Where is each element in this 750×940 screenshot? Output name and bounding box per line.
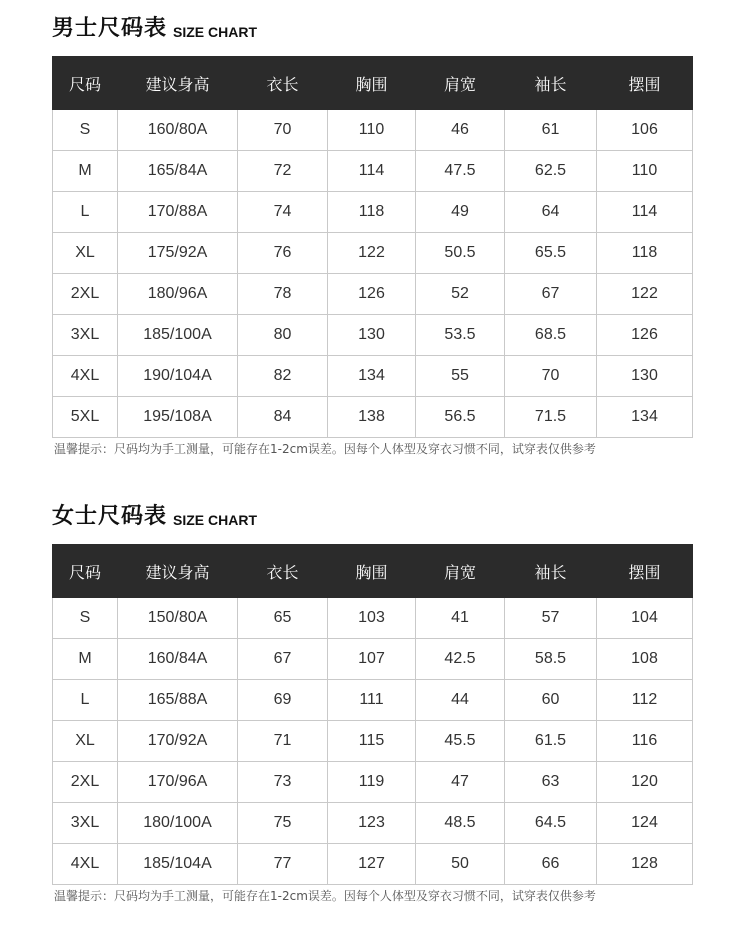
cell-size: L (53, 680, 118, 721)
cell-size: 4XL (53, 356, 118, 397)
cell-length: 77 (238, 844, 328, 885)
cell-length: 75 (238, 803, 328, 844)
women-title-cn: 女士尺码表 (52, 504, 168, 529)
cell-hem: 108 (597, 639, 693, 680)
cell-shoulder: 47 (416, 762, 505, 803)
cell-shoulder: 52 (416, 274, 505, 315)
cell-chest: 138 (328, 397, 416, 438)
cell-length: 72 (238, 151, 328, 192)
table-row (53, 803, 693, 844)
women-table-header (53, 545, 693, 598)
cell-hem: 106 (597, 110, 693, 151)
cell-height: 180/96A (118, 274, 238, 315)
cell-height: 170/88A (118, 192, 238, 233)
cell-chest: 115 (328, 721, 416, 762)
cell-length: 67 (238, 639, 328, 680)
header-hem: 摆围 (597, 545, 693, 598)
cell-hem: 126 (597, 315, 693, 356)
table-row (53, 680, 693, 721)
cell-shoulder: 46 (416, 110, 505, 151)
table-row (53, 762, 693, 803)
header-size: 尺码 (53, 57, 118, 110)
header-sleeve: 袖长 (505, 57, 597, 110)
women-title (52, 498, 257, 532)
cell-hem: 110 (597, 151, 693, 192)
men-table-header (53, 57, 693, 110)
cell-sleeve: 64.5 (505, 803, 597, 844)
cell-size: 3XL (53, 315, 118, 356)
cell-sleeve: 66 (505, 844, 597, 885)
cell-chest: 110 (328, 110, 416, 151)
cell-height: 185/100A (118, 315, 238, 356)
cell-length: 69 (238, 680, 328, 721)
cell-chest: 134 (328, 356, 416, 397)
cell-length: 74 (238, 192, 328, 233)
men-title-en: SIZE CHART (173, 24, 258, 40)
cell-height: 180/100A (118, 803, 238, 844)
cell-sleeve: 68.5 (505, 315, 597, 356)
women-title-en: SIZE CHART (173, 512, 258, 528)
cell-shoulder: 47.5 (416, 151, 505, 192)
header-chest: 胸围 (328, 545, 416, 598)
cell-shoulder: 45.5 (416, 721, 505, 762)
cell-height: 190/104A (118, 356, 238, 397)
header-length: 衣长 (238, 57, 328, 110)
cell-height: 170/96A (118, 762, 238, 803)
table-row (53, 721, 693, 762)
cell-chest: 118 (328, 192, 416, 233)
cell-size: M (53, 639, 118, 680)
cell-chest: 107 (328, 639, 416, 680)
cell-height: 165/84A (118, 151, 238, 192)
cell-sleeve: 71.5 (505, 397, 597, 438)
men-note: 温馨提示：尺码均为手工测量，可能存在1-2cm误差。因每个人体型及穿衣习惯不同，试穿表仅供参考 (54, 442, 596, 456)
cell-shoulder: 44 (416, 680, 505, 721)
table-row (53, 397, 693, 438)
cell-hem: 112 (597, 680, 693, 721)
cell-hem: 118 (597, 233, 693, 274)
cell-hem: 130 (597, 356, 693, 397)
cell-height: 170/92A (118, 721, 238, 762)
cell-chest: 130 (328, 315, 416, 356)
cell-shoulder: 55 (416, 356, 505, 397)
cell-shoulder: 50 (416, 844, 505, 885)
cell-chest: 127 (328, 844, 416, 885)
header-chest: 胸围 (328, 57, 416, 110)
cell-hem: 124 (597, 803, 693, 844)
cell-shoulder: 42.5 (416, 639, 505, 680)
cell-size: 4XL (53, 844, 118, 885)
cell-height: 195/108A (118, 397, 238, 438)
cell-length: 82 (238, 356, 328, 397)
cell-length: 73 (238, 762, 328, 803)
cell-sleeve: 65.5 (505, 233, 597, 274)
cell-size: S (53, 110, 118, 151)
cell-height: 175/92A (118, 233, 238, 274)
cell-size: M (53, 151, 118, 192)
cell-size: 5XL (53, 397, 118, 438)
cell-length: 76 (238, 233, 328, 274)
cell-size: S (53, 598, 118, 639)
table-row (53, 315, 693, 356)
table-row (53, 356, 693, 397)
header-height: 建议身高 (118, 57, 238, 110)
cell-sleeve: 70 (505, 356, 597, 397)
cell-sleeve: 62.5 (505, 151, 597, 192)
cell-shoulder: 56.5 (416, 397, 505, 438)
cell-hem: 114 (597, 192, 693, 233)
cell-size: 3XL (53, 803, 118, 844)
men-title-cn: 男士尺码表 (52, 16, 168, 41)
cell-sleeve: 61.5 (505, 721, 597, 762)
men-size-table (52, 56, 693, 438)
cell-length: 70 (238, 110, 328, 151)
cell-size: 2XL (53, 762, 118, 803)
cell-size: XL (53, 233, 118, 274)
cell-sleeve: 67 (505, 274, 597, 315)
table-row (53, 274, 693, 315)
header-height: 建议身高 (118, 545, 238, 598)
cell-length: 80 (238, 315, 328, 356)
table-row (53, 639, 693, 680)
header-shoulder: 肩宽 (416, 57, 505, 110)
cell-height: 165/88A (118, 680, 238, 721)
cell-sleeve: 58.5 (505, 639, 597, 680)
header-shoulder: 肩宽 (416, 545, 505, 598)
cell-shoulder: 48.5 (416, 803, 505, 844)
cell-length: 71 (238, 721, 328, 762)
cell-sleeve: 60 (505, 680, 597, 721)
cell-length: 78 (238, 274, 328, 315)
men-table-body (53, 110, 693, 438)
table-row (53, 598, 693, 639)
cell-chest: 123 (328, 803, 416, 844)
cell-height: 150/80A (118, 598, 238, 639)
cell-height: 160/84A (118, 639, 238, 680)
cell-size: L (53, 192, 118, 233)
cell-size: 2XL (53, 274, 118, 315)
cell-sleeve: 61 (505, 110, 597, 151)
cell-shoulder: 41 (416, 598, 505, 639)
cell-sleeve: 57 (505, 598, 597, 639)
cell-length: 65 (238, 598, 328, 639)
table-row (53, 110, 693, 151)
cell-hem: 134 (597, 397, 693, 438)
cell-hem: 104 (597, 598, 693, 639)
men-title (52, 10, 257, 44)
cell-hem: 122 (597, 274, 693, 315)
cell-chest: 111 (328, 680, 416, 721)
cell-shoulder: 49 (416, 192, 505, 233)
women-size-table (52, 544, 693, 885)
cell-height: 160/80A (118, 110, 238, 151)
cell-hem: 116 (597, 721, 693, 762)
cell-chest: 122 (328, 233, 416, 274)
header-sleeve: 袖长 (505, 545, 597, 598)
cell-sleeve: 63 (505, 762, 597, 803)
cell-height: 185/104A (118, 844, 238, 885)
women-table-body (53, 598, 693, 885)
cell-chest: 126 (328, 274, 416, 315)
table-row (53, 192, 693, 233)
table-row (53, 151, 693, 192)
header-size: 尺码 (53, 545, 118, 598)
cell-shoulder: 50.5 (416, 233, 505, 274)
cell-hem: 128 (597, 844, 693, 885)
cell-chest: 119 (328, 762, 416, 803)
table-row (53, 233, 693, 274)
cell-chest: 103 (328, 598, 416, 639)
cell-size: XL (53, 721, 118, 762)
header-hem: 摆围 (597, 57, 693, 110)
table-row (53, 844, 693, 885)
header-length: 衣长 (238, 545, 328, 598)
women-note: 温馨提示：尺码均为手工测量，可能存在1-2cm误差。因每个人体型及穿衣习惯不同，试穿表仅供参考 (54, 889, 596, 903)
cell-length: 84 (238, 397, 328, 438)
cell-shoulder: 53.5 (416, 315, 505, 356)
cell-chest: 114 (328, 151, 416, 192)
cell-hem: 120 (597, 762, 693, 803)
cell-sleeve: 64 (505, 192, 597, 233)
